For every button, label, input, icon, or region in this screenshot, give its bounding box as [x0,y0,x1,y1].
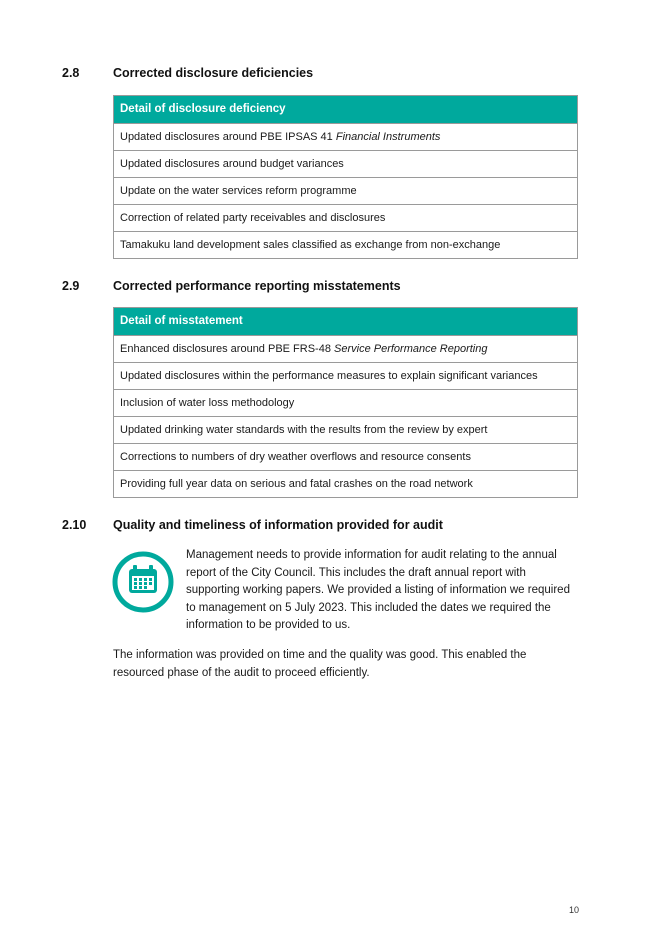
table-row: Inclusion of water loss methodology [114,389,577,416]
disclosure-deficiency-table [113,95,578,259]
section-number: 2.9 [62,279,80,293]
table-row: Corrections to numbers of dry weather overflows and resource consents [114,443,577,470]
page-number: 10 [569,905,580,915]
section-title: Corrected performance reporting misstatements [113,279,401,293]
section-heading-2-8 [62,66,313,80]
table-row: Providing full year data on serious and fatal crashes on the road network [114,470,577,497]
table-row: Updated disclosures within the performance measures to explain significant variances [114,362,577,389]
section-heading-2-9 [62,279,401,293]
section-number: 2.8 [62,66,80,80]
table-row: Update on the water services reform programme [114,177,577,204]
table-header: Detail of misstatement [114,308,577,335]
table-row: Tamakuku land development sales classified as exchange from non-exchange [114,231,577,258]
misstatement-table [113,307,578,498]
section-number: 2.10 [62,518,87,532]
table-row: Correction of related party receivables and disclosures [114,204,577,231]
calendar-icon [112,551,174,613]
section-title: Quality and timeliness of information provided for audit [113,518,443,532]
table-header: Detail of disclosure deficiency [114,96,577,123]
table-row: Updated disclosures around PBE IPSAS 41 Financial Instruments [114,123,577,150]
section-heading-2-10 [62,518,443,532]
table-row: Updated disclosures around budget variances [114,150,577,177]
audit-info-paragraph: Management needs to provide information for audit relating to the annual report of the City Council. This includes the draft annual report with supporting working papers. We provided a listing of information we required to management on 5 July 2023. This included the dates we required the information to be provided to us. [186,549,570,631]
table-row: Updated drinking water standards with the results from the review by expert [114,416,577,443]
audit-conclusion-paragraph: The information was provided on time and the quality was good. This enabled the resourced phase of the audit to proceed efficiently. [113,649,527,679]
table-row: Enhanced disclosures around PBE FRS-48 Service Performance Reporting [114,335,577,362]
section-title: Corrected disclosure deficiencies [113,66,314,80]
